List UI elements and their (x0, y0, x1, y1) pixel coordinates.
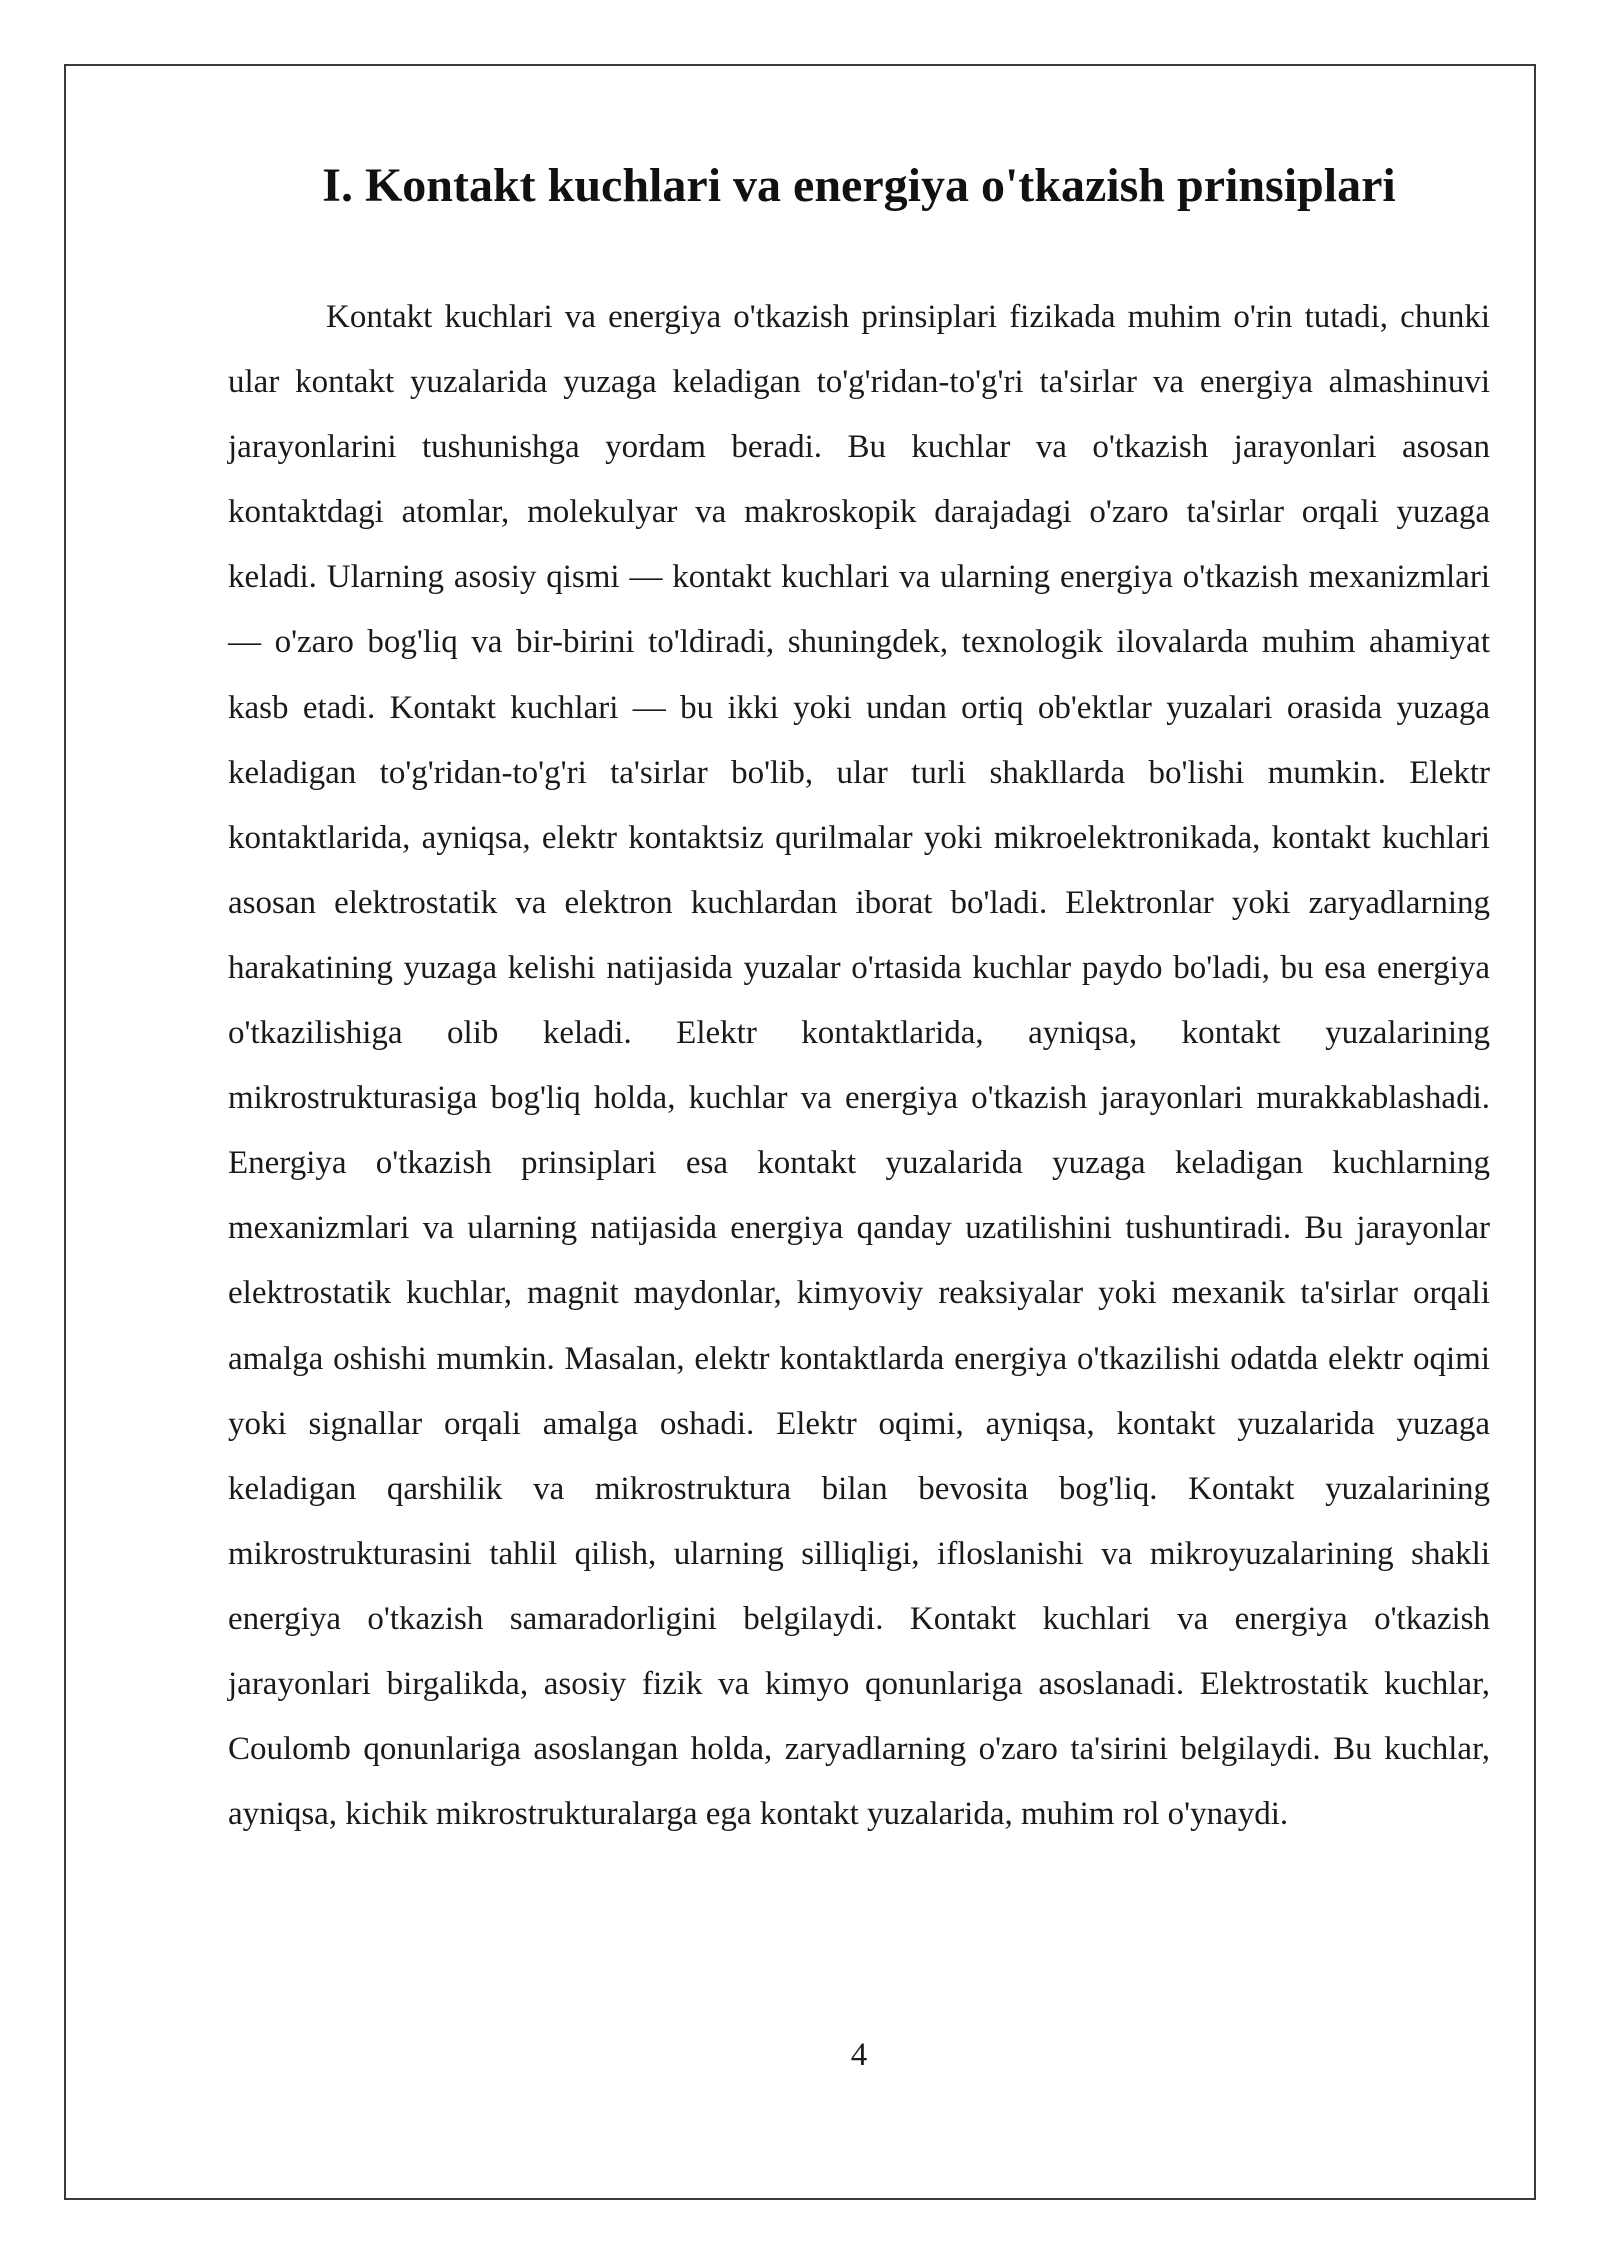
section-title: I. Kontakt kuchlari va energiya o'tkazish prinsiplari (322, 159, 1396, 212)
page-number: 4 (850, 2037, 868, 2073)
body-paragraph: Kontakt kuchlari va energiya o'tkazish prinsiplari fizikada muhim o'rin tutadi, chunki ular kontakt yuzalarida yuzaga keladigan to'g'ridan-to'g'ri ta'sirlar va energiya almashinuvi jarayonlarini tushunishga yordam beradi. Bu kuchlar va o'tkazish jarayonlari asosan kontaktdagi atomlar, molekulyar va makroskopik darajadagi o'zaro ta'sirlar orqali yuzaga keladi. Ularning asosiy qismi — kontakt kuchlari va ularning energiya o'tkazish mexanizmlari — o'zaro bog'liq va bir-birini to'ldiradi, shuningdek, texnologik ilovalarda muhim ahamiyat kasb etadi. Kontakt kuchlari — bu ikki yoki undan ortiq ob'ektlar yuzalari orasida yuzaga keladigan to'g'ridan-to'g'ri ta'sirlar bo'lib, ular turli shakllarda bo'lishi mumkin. Elektr kontaktlarida, ayniqsa, elektr kontaktsiz qurilmalar yoki mikroelektronikada, kontakt kuchlari asosan elektrostatik va elektron kuchlardan iborat bo'ladi. Elektronlar yoki zaryadlarning harakatining yuzaga kelishi natijasida yuzalar o'rtasida kuchlar paydo bo'ladi, bu esa energiya o'tkazilishiga olib keladi. Elektr kontaktlarida, ayniqsa, kontakt yuzalarining mikrostrukturasiga bog'liq holda, kuchlar va energiya o'tkazish jarayonlari murakkablashadi. Energiya o'tkazish prinsiplari esa kontakt yuzalarida yuzaga keladigan kuchlarning mexanizmlari va ularning natijasida energiya qanday uzatilishini tushuntiradi. Bu jarayonlar elektrostatik kuchlar, magnit maydonlar, kimyoviy reaksiyalar yoki mexanik ta'sirlar orqali amalga oshishi mumkin. Masalan, elektr kontaktlarda energiya o'tkazilishi odatda elektr oqimi yoki signallar orqali amalga oshadi. Elektr oqimi, ayniqsa, kontakt yuzalarida yuzaga keladigan qarshilik va mikrostruktura bilan bevosita bog'liq. Kontakt yuzalarining mikrostrukturasini tahlil qilish, ularning silliqligi, ifloslanishi va mikroyuzalarining shakli energiya o'tkazish samaradorligini belgilaydi. Kontakt kuchlari va energiya o'tkazish jarayonlari birgalikda, asosiy fizik va kimyo qonunlariga asoslanadi. Elektrostatik kuchlar, Coulomb qonunlariga asoslangan holda, zaryadlarning o'zaro ta'sirini belgilaydi. Bu kuchlar, ayniqsa, kichik mikrostrukturalarga ega kontakt yuzalarida, muhim rol o'ynaydi. (228, 299, 1490, 1833)
